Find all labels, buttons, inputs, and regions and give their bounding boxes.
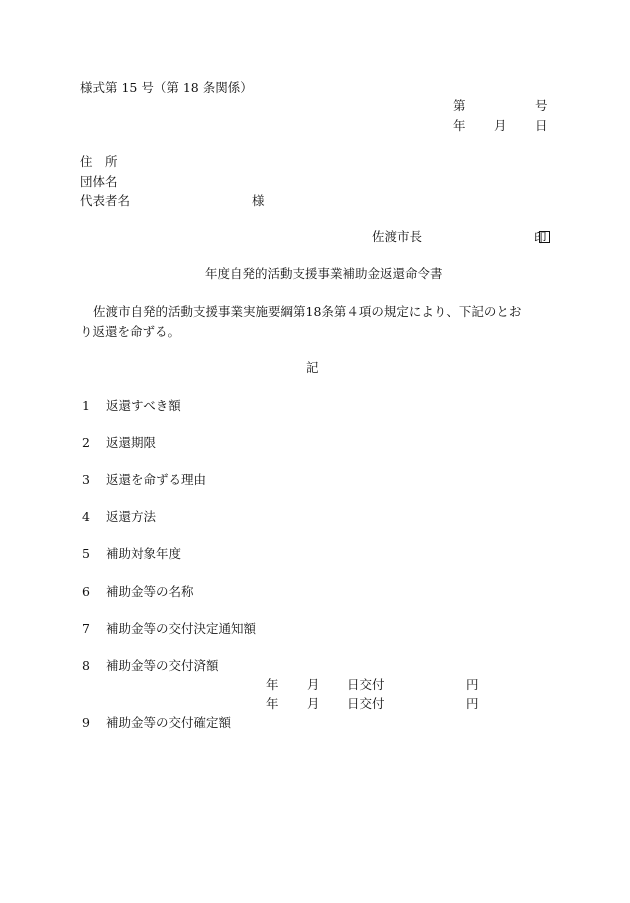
- payment-day-granted: 日交付: [347, 696, 385, 711]
- representative-label: 代表者名: [80, 193, 131, 208]
- item-number: 7: [82, 621, 90, 636]
- form-number: 様式第 15 号（第 18 条関係）: [80, 80, 253, 95]
- note-mark: 記: [306, 360, 319, 375]
- payment-yen: 円: [466, 696, 479, 711]
- body-line-2: り返還を命ずる。: [80, 324, 181, 339]
- doc-number-suffix: 号: [535, 98, 548, 113]
- date-day: 日: [535, 118, 548, 133]
- payment-month: 月: [307, 696, 320, 711]
- item-label: 返還すべき額: [106, 398, 181, 413]
- payment-month: 月: [307, 677, 320, 692]
- payment-day-granted: 日交付: [347, 677, 385, 692]
- payment-year: 年: [266, 696, 279, 711]
- item-number: 9: [82, 715, 90, 730]
- item-label: 補助金等の交付済額: [106, 658, 219, 673]
- item-label: 補助対象年度: [106, 546, 182, 561]
- date-year: 年: [453, 118, 466, 133]
- doc-number-prefix: 第: [453, 98, 466, 113]
- date-month: 月: [494, 118, 507, 133]
- honorific: 様: [252, 193, 265, 208]
- item-number: 1: [82, 398, 90, 413]
- item-label: 補助金等の交付確定額: [106, 715, 232, 730]
- body-line-1: 佐渡市自発的活動支援事業実施要綱第18条第４項の規定により、下記のとお: [93, 304, 522, 319]
- payment-year: 年: [266, 677, 279, 692]
- seal-box: [539, 231, 550, 243]
- item-number: 4: [82, 509, 90, 524]
- item-number: 6: [82, 584, 90, 599]
- issuer-name: 佐渡市長: [372, 229, 423, 244]
- item-number: 8: [82, 658, 90, 673]
- item-label: 補助金等の名称: [106, 584, 194, 599]
- payment-yen: 円: [466, 677, 479, 692]
- address-label: 住 所: [80, 154, 118, 169]
- item-label: 返還期限: [106, 435, 157, 450]
- document-title: 年度自発的活動支援事業補助金返還命令書: [205, 266, 443, 281]
- item-label: 返還を命ずる理由: [106, 472, 207, 487]
- seal-mark: 印: [534, 230, 547, 245]
- item-number: 2: [82, 435, 90, 450]
- group-name-label: 団体名: [80, 174, 118, 189]
- item-number: 5: [82, 546, 90, 561]
- item-number: 3: [82, 472, 90, 487]
- item-label: 補助金等の交付決定通知額: [106, 621, 257, 636]
- item-label: 返還方法: [106, 509, 157, 524]
